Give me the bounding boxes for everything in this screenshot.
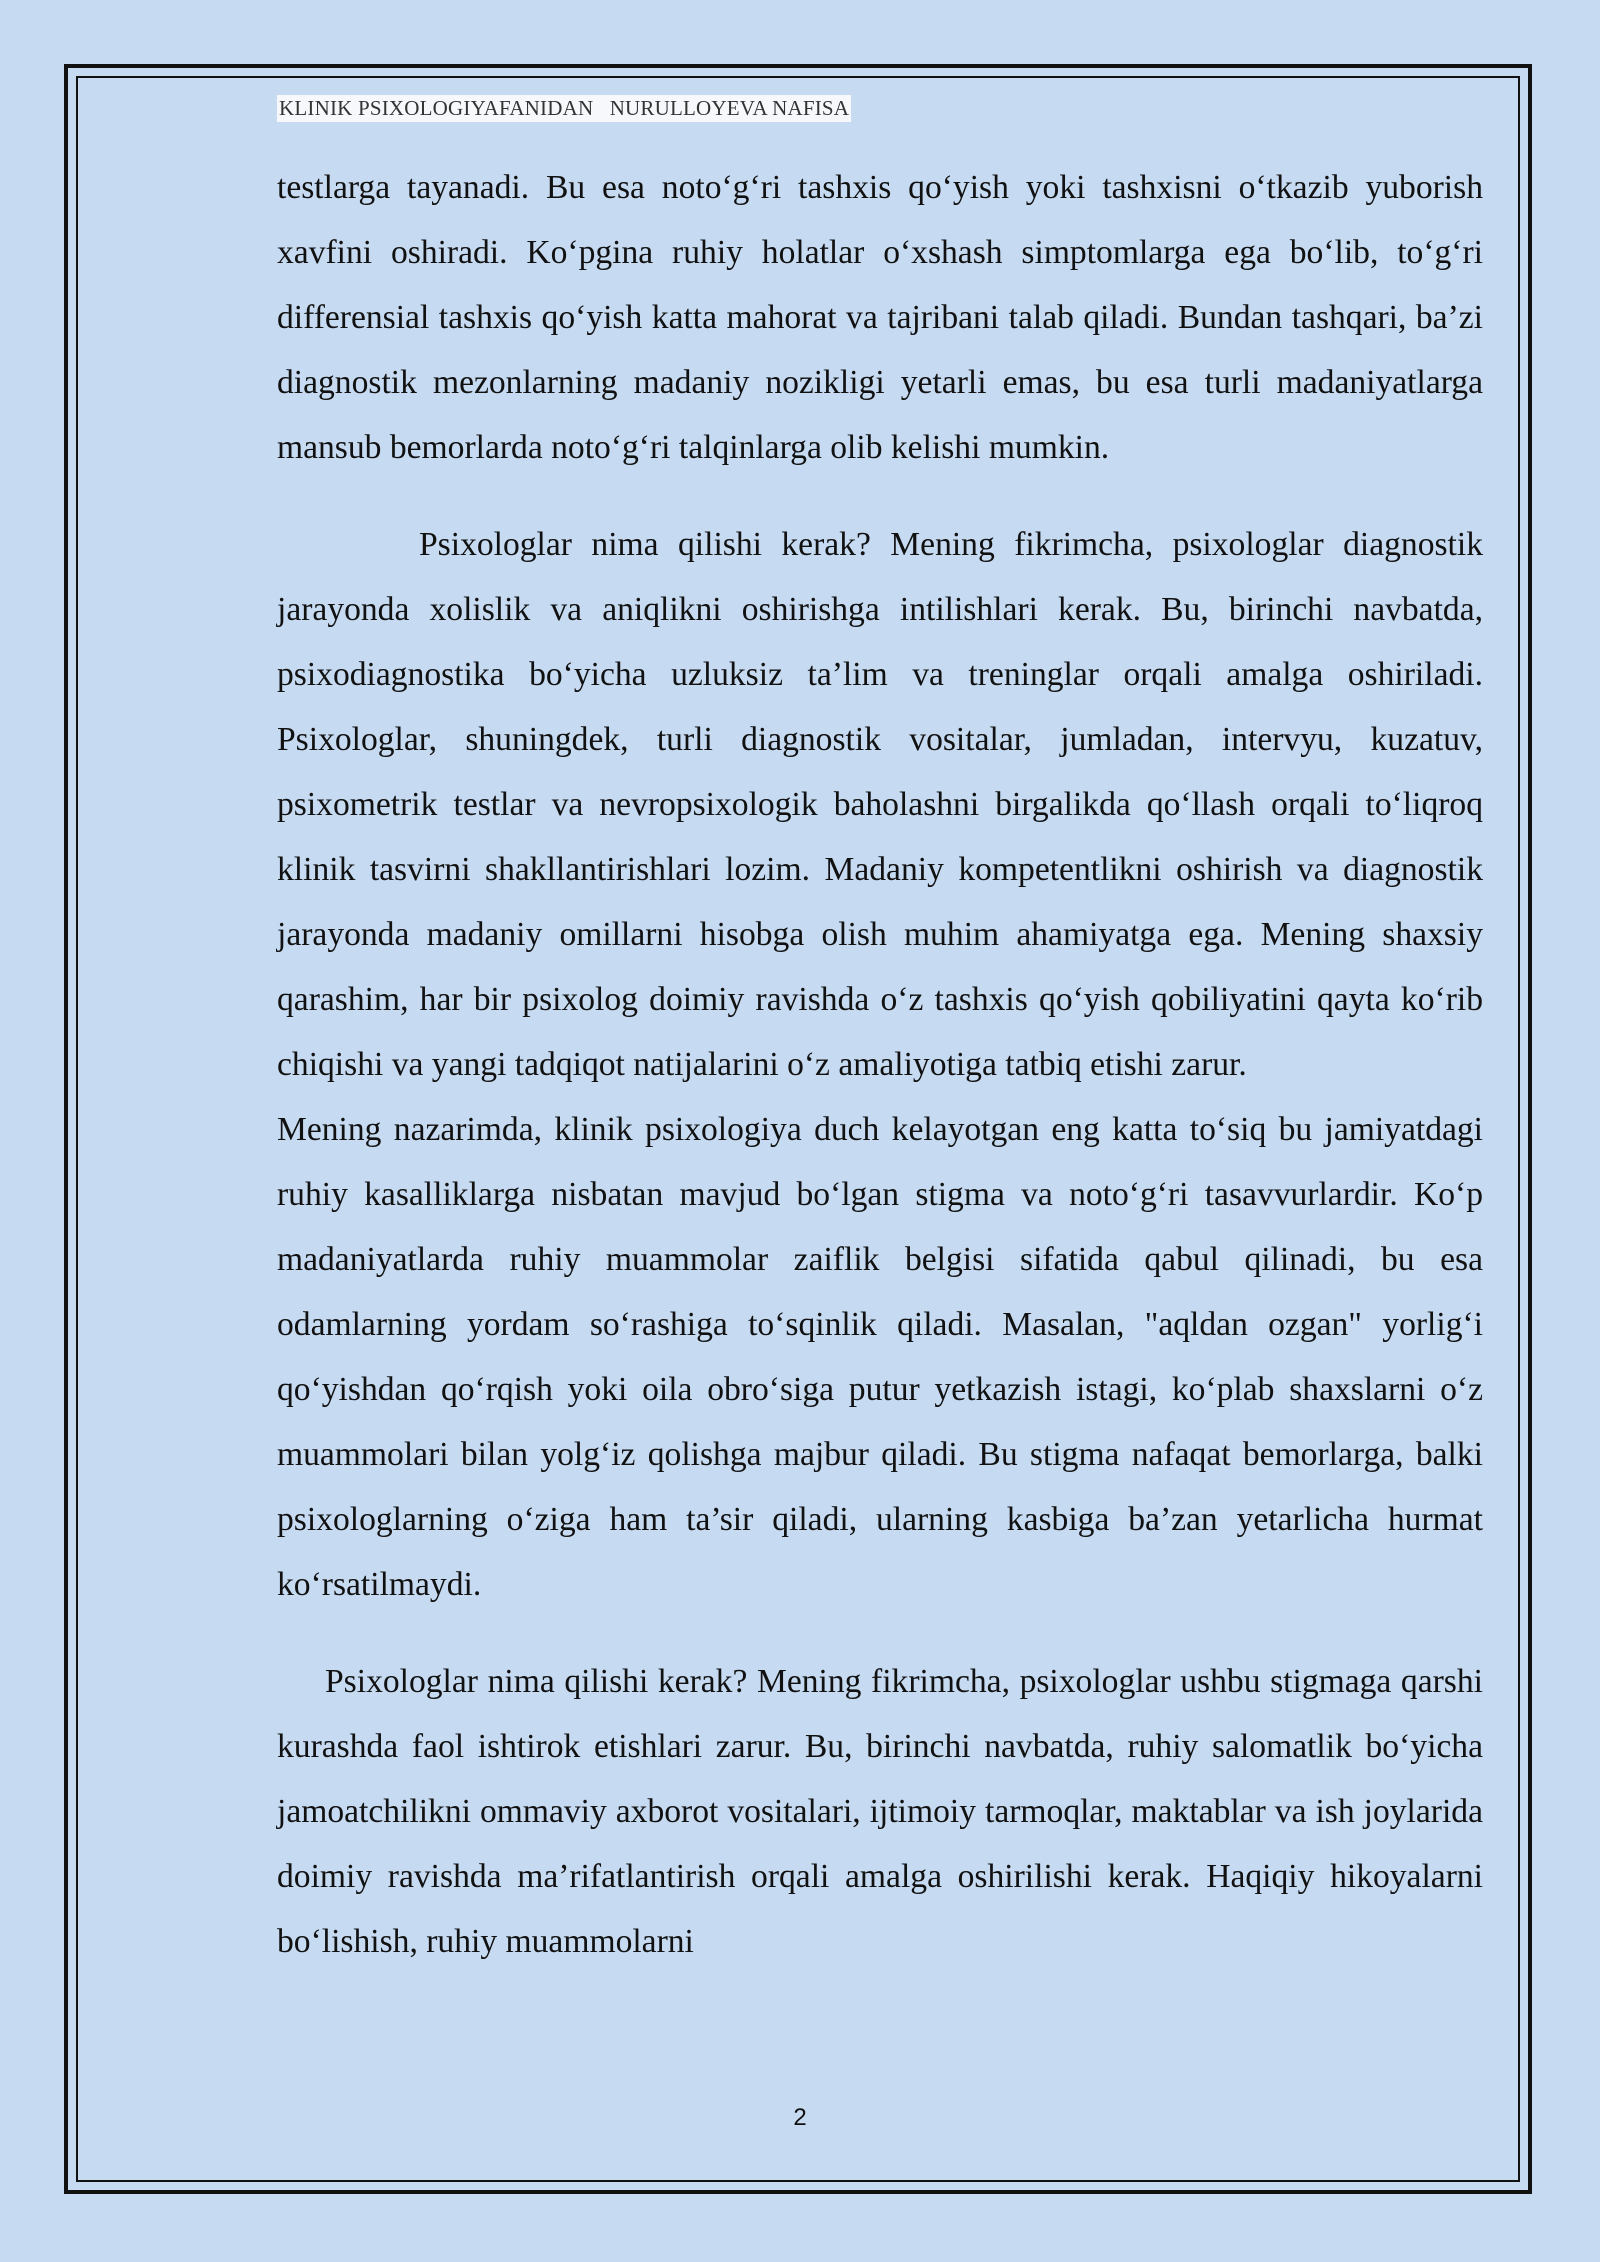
document-body: [277, 155, 1483, 1974]
paragraph-2: Psixologlar nima qilishi kerak? Mening fikrimcha, psixologlar diagnostik jarayonda xolislik va aniqlikni oshirishga intilishlari kerak. Bu, birinchi navbatda, psixodiagnostika bo‘yicha uzluksiz ta’lim va treninglar orqali amalga oshiriladi. Psixologlar, shuningdek, turli diagnostik vositalar, jumladan, intervyu, kuzatuv, psixometrik testlar va nevropsixologik baholashni birgalikda qo‘llash orqali to‘liqroq klinik tasvirni shakllantirishlari lozim. Madaniy kompetentlikni oshirish va diagnostik jarayonda madaniy omillarni hisobga olish muhim ahamiyatga ega. Mening shaxsiy qarashim, har bir psixolog doimiy ravishda o‘z tashxis qo‘yish qobiliyatini qayta ko‘rib chiqishi va yangi tadqiqot natijalarini o‘z amaliyotiga tatbiq etishi zarur.: [277, 526, 1483, 1083]
paragraph-1: testlarga tayanadi. Bu esa noto‘g‘ri tashxis qo‘yish yoki tashxisni o‘tkazib yuborish xavfini oshiradi. Ko‘pgina ruhiy holatlar o‘xshash simptomlarga ega bo‘lib, to‘g‘ri differensial tashxis qo‘yish katta mahorat va tajribani talab qiladi. Bundan tashqari, ba’zi diagnostik mezonlarning madaniy nozikligi yetarli emas, bu esa turli madaniyatlarga mansub bemorlarda noto‘g‘ri talqinlarga olib kelishi mumkin.: [277, 169, 1483, 466]
running-header: KLINIK PSIXOLOGIYAFANIDAN NURULLOYEVA NAFISA: [279, 96, 850, 120]
paragraph-3: Mening nazarimda, klinik psixologiya duch kelayotgan eng katta to‘siq bu jamiyatdagi ruhiy kasalliklarga nisbatan mavjud bo‘lgan stigma va noto‘g‘ri tasavvurlardir. Ko‘p madaniyatlarda ruhiy muammolar zaiflik belgisi sifatida qabul qilinadi, bu esa odamlarning yordam so‘rashiga to‘sqinlik qiladi. Masalan, "aqldan ozgan" yorlig‘i qo‘yishdan qo‘rqish yoki oila obro‘siga putur yetkazish istagi, ko‘plab shaxslarni o‘z muammolari bilan yolg‘iz qolishga majbur qiladi. Bu stigma nafaqat bemorlarga, balki psixologlarning o‘ziga ham ta’sir qiladi, ularning kasbiga ba’zan yetarlicha hurmat ko‘rsatilmaydi.: [277, 1111, 1483, 1603]
page-number: 2: [793, 2104, 807, 2131]
paragraph-4: Psixologlar nima qilishi kerak? Mening fikrimcha, psixologlar ushbu stigmaga qarshi kurashda faol ishtirok etishlari zarur. Bu, birinchi navbatda, ruhiy salomatlik bo‘yicha jamoatchilikni ommaviy axborot vositalari, ijtimoiy tarmoqlar, maktablar va ish joylarida doimiy ravishda ma’rifatlantirish orqali amalga oshirilishi kerak. Haqiqiy hikoyalarni bo‘lishish, ruhiy muammolarni: [277, 1663, 1483, 1960]
